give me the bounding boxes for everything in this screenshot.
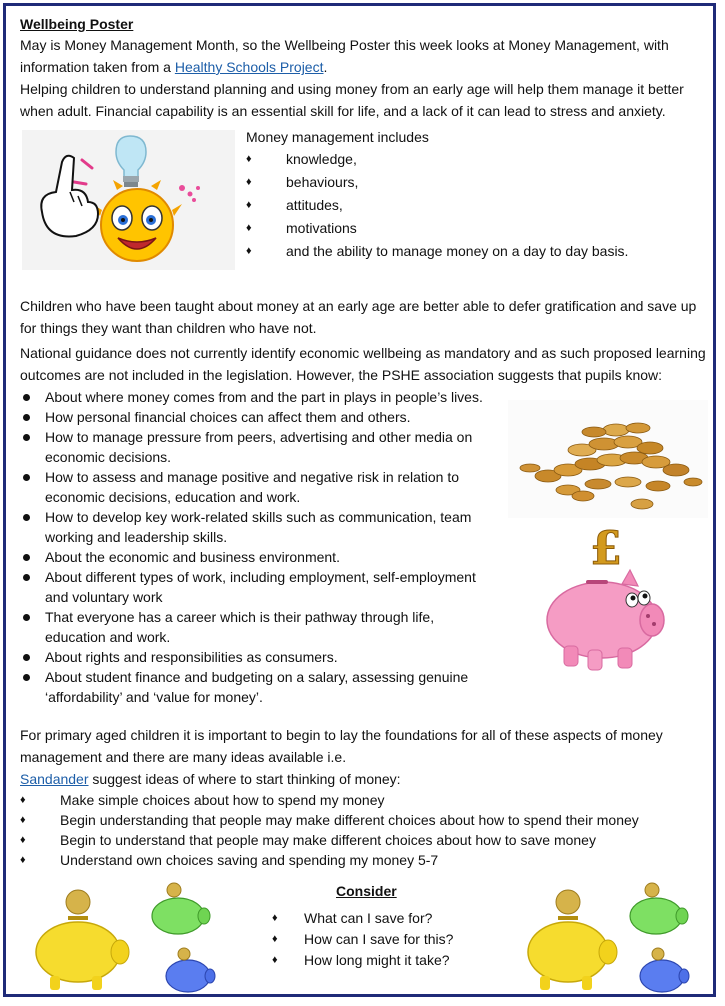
list-item: [246, 171, 706, 194]
sandander-text: suggest ideas of where to start thinking of money:: [88, 770, 401, 787]
bullet-dot-icon: [23, 514, 30, 521]
list-item-text: About where money comes from and the part in plays in people’s lives.: [45, 389, 483, 405]
sandander-paragraph: [20, 768, 710, 790]
list-item: [20, 830, 710, 850]
list-item-text: About student finance and budgeting on a salary, assessing genuine ‘affordability’ and ‘value for money’.: [45, 669, 469, 706]
list-item: [20, 568, 490, 607]
list-item: [246, 148, 706, 171]
money-management-list: [246, 148, 706, 263]
list-item: [20, 388, 490, 408]
list-item: [20, 668, 490, 707]
list-item: [20, 810, 710, 830]
list-item: [20, 468, 490, 507]
diamond-bullet-icon: ♦: [20, 813, 26, 826]
consider-title: Consider: [336, 882, 397, 899]
bullet-dot-icon: [23, 614, 30, 621]
list-item: [272, 929, 453, 950]
healthy-schools-link[interactable]: Healthy Schools Project: [174, 59, 324, 75]
sandander-list: [20, 790, 710, 870]
list-item-text: How can I save for this?: [304, 930, 454, 947]
list-item-text: Understand own choices saving and spending my money 5-7: [60, 851, 439, 868]
list-item: [20, 648, 490, 668]
list-item-text: Make simple choices about how to spend my money: [60, 791, 385, 808]
intro-text: May is Money Management Month, so the Wellbeing Poster this week looks at Money Management, with information taken from a: [20, 37, 669, 75]
bullet-dot-icon: [23, 474, 30, 481]
money-management-heading: Money management includes: [246, 129, 429, 145]
list-item-text: How personal financial choices can affect them and others.: [45, 409, 411, 426]
diamond-bullet-icon: ♦: [272, 953, 278, 966]
colored-piggy-banks-image: [28, 876, 238, 997]
list-item-text: What can I save for?: [304, 909, 433, 926]
list-item: [20, 790, 710, 810]
list-item-text: and the ability to manage money on a day to day basis.: [286, 243, 629, 259]
pound-sign-icon: £: [590, 521, 623, 575]
list-item: [20, 548, 490, 568]
diamond-bullet-icon: ♦: [246, 153, 252, 165]
consider-list: [272, 908, 453, 971]
list-item: [246, 217, 706, 240]
paragraph-primary-aged: For primary aged children it is important to begin to lay the foundations for all of these aspects of money management and there are many ideas available i.e.: [20, 726, 663, 765]
list-item-text: About different types of work, including employment, self-employment and voluntary work: [45, 569, 476, 606]
money-management-text: [246, 126, 706, 263]
colored-piggy-banks-image-right: [520, 876, 700, 997]
list-item-text: attitudes,: [286, 197, 343, 213]
consider-section: [20, 876, 710, 997]
diamond-bullet-icon: ♦: [20, 793, 26, 806]
list-item: [246, 194, 706, 217]
bullet-dot-icon: [23, 414, 30, 421]
intro-paragraph: [20, 34, 710, 78]
list-item-text: Begin to understand that people may make different choices about how to save money: [60, 831, 596, 848]
list-item-text: About the economic and business environment.: [45, 549, 340, 566]
bullet-dot-icon: [23, 654, 30, 661]
list-item-text: How to manage pressure from peers, advertising and other media on economic decisions.: [45, 429, 473, 466]
bullet-dot-icon: [23, 434, 30, 441]
bullet-dot-icon: [23, 554, 30, 561]
paragraph-gratification: Children who have been taught about money at an early age are better able to defer gratification and save up for things they want than children who have not.: [20, 298, 697, 336]
list-item: [272, 950, 453, 971]
list-item: [20, 428, 490, 467]
diamond-bullet-icon: ♦: [20, 853, 26, 866]
diamond-bullet-icon: ♦: [246, 176, 252, 188]
intro-paragraph-2: Helping children to understand planning and using money from an early age will help them manage it better when adult. Financial capability is an essential skill for life, and a lack of it can lead to stress and anxiety.: [20, 81, 684, 119]
diamond-bullet-icon: ♦: [246, 245, 252, 257]
list-item-text: About rights and responsibilities as consumers.: [45, 649, 338, 666]
sandander-link[interactable]: Sandander: [20, 770, 89, 787]
list-item-text: behaviours,: [286, 174, 359, 190]
coins-pile-image: [508, 400, 708, 518]
list-item-text: motivations: [286, 220, 357, 236]
bullet-dot-icon: [23, 394, 30, 401]
diamond-bullet-icon: ♦: [20, 833, 26, 846]
bullet-dot-icon: [23, 674, 30, 681]
lightbulb-smiley-image: [22, 130, 235, 270]
list-item-text: How to assess and manage positive and negative risk in relation to economic decisions, education and work.: [45, 469, 460, 506]
poster-frame: [3, 3, 716, 997]
list-item: [20, 408, 490, 428]
diamond-bullet-icon: ♦: [272, 911, 278, 924]
list-item-text: Begin understanding that people may make different choices about how to spend their money: [60, 811, 639, 828]
poster-title: Wellbeing Poster: [20, 16, 134, 32]
diamond-bullet-icon: ♦: [246, 222, 252, 234]
pshe-section: [20, 388, 710, 708]
list-item-text: How to develop key work-related skills such as communication, team working and leadership skills.: [45, 509, 472, 545]
paragraph-national-guidance: National guidance does not currently identify economic wellbeing as mandatory and as such proposed learning outcomes are not included in the legislation. However, the PSHE association suggests that pupils know:: [20, 345, 706, 383]
diamond-bullet-icon: ♦: [272, 932, 278, 945]
intro-text-end: .: [323, 59, 328, 75]
list-item-text: How long might it take?: [304, 951, 450, 968]
list-item: [246, 240, 706, 263]
list-item: [20, 508, 490, 547]
list-item: [20, 608, 490, 647]
list-item: [20, 850, 710, 870]
poster-content: [20, 14, 710, 997]
piggy-bank-image: [540, 520, 670, 680]
diamond-bullet-icon: ♦: [246, 199, 252, 211]
list-item-text: knowledge,: [286, 151, 357, 167]
money-management-block: [20, 126, 710, 294]
pshe-list: [20, 388, 490, 708]
list-item-text: That everyone has a career which is their pathway through life, education and work.: [45, 609, 435, 645]
bullet-dot-icon: [23, 574, 30, 581]
list-item: [272, 908, 453, 929]
